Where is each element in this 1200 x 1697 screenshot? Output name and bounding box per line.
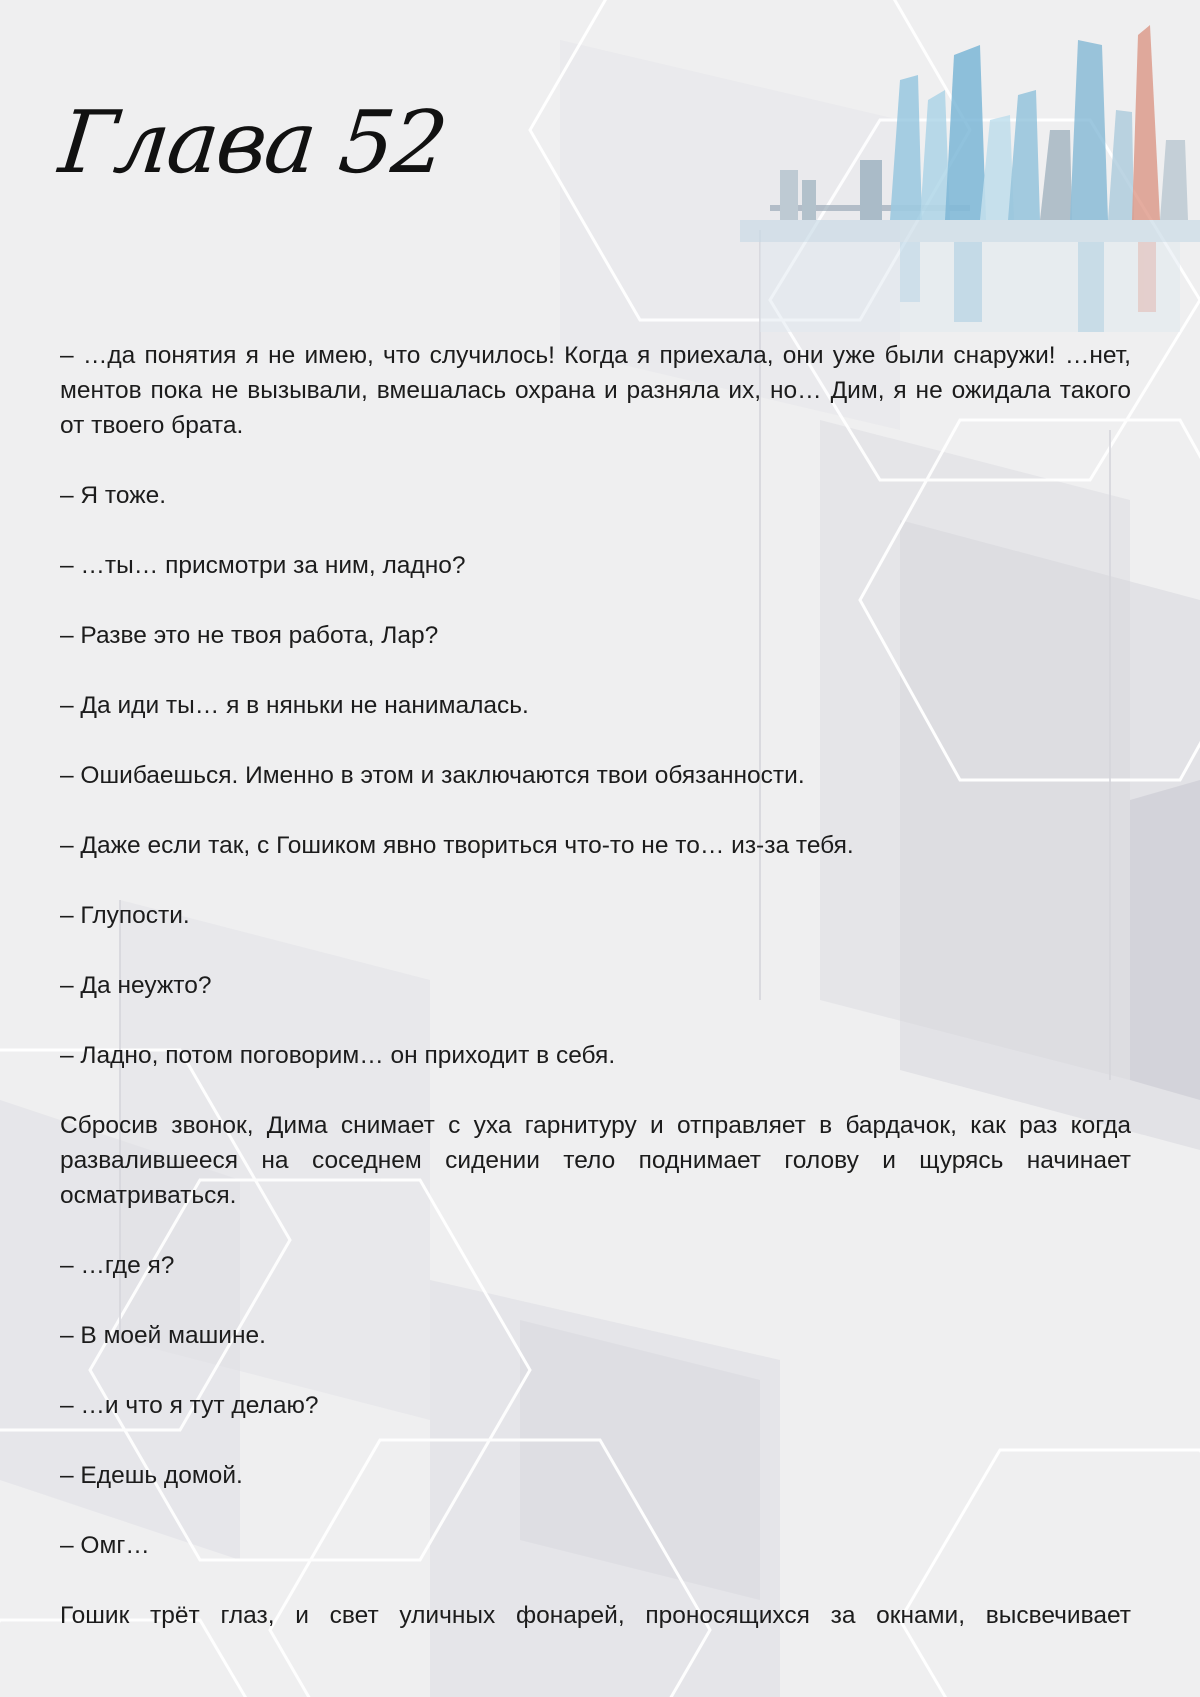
city-skyline-image	[740, 20, 1200, 350]
paragraph: – Глупости.	[60, 902, 190, 929]
paragraph: Гошик трёт глаз, и свет уличных фонарей, проносящихся за окнами, высвечивает	[60, 1602, 1131, 1629]
paragraph: – Да иди ты… я в няньки не нанималась.	[60, 692, 529, 719]
chapter-text	[60, 338, 1131, 1668]
paragraph: – Разве это не твоя работа, Лар?	[60, 622, 439, 649]
paragraph: – Ладно, потом поговорим… он приходит в себя.	[60, 1042, 616, 1069]
paragraph: – Да неужто?	[60, 972, 212, 999]
paragraph: – Омг…	[60, 1532, 150, 1559]
paragraph: – …где я?	[60, 1252, 175, 1279]
paragraph: Сбросив звонок, Дима снимает с уха гарнитуру и отправляет в бардачок, как раз когда развалившееся на соседнем сидении тело поднимает голову и щурясь начинает осматриваться.	[60, 1112, 1131, 1209]
paragraph: – …да понятия я не имею, что случилось! Когда я приехала, они уже были снаружи! …нет, ментов пока не вызывали, вмешалась охрана и разняла их, но… Дим, я не ожидала такого от твоего брата.	[60, 342, 1131, 439]
chapter-title: Глава 52	[54, 93, 451, 193]
paragraph: – Едешь домой.	[60, 1462, 243, 1489]
paragraph: – Даже если так, с Гошиком явно твориться что-то не то… из-за тебя.	[60, 832, 854, 859]
paragraph: – …ты… присмотри за ним, ладно?	[60, 552, 466, 579]
paragraph: – В моей машине.	[60, 1322, 266, 1349]
paragraph: – …и что я тут делаю?	[60, 1392, 319, 1419]
paragraph: – Я тоже.	[60, 482, 167, 509]
paragraph: – Ошибаешься. Именно в этом и заключаются твои обязанности.	[60, 762, 805, 789]
